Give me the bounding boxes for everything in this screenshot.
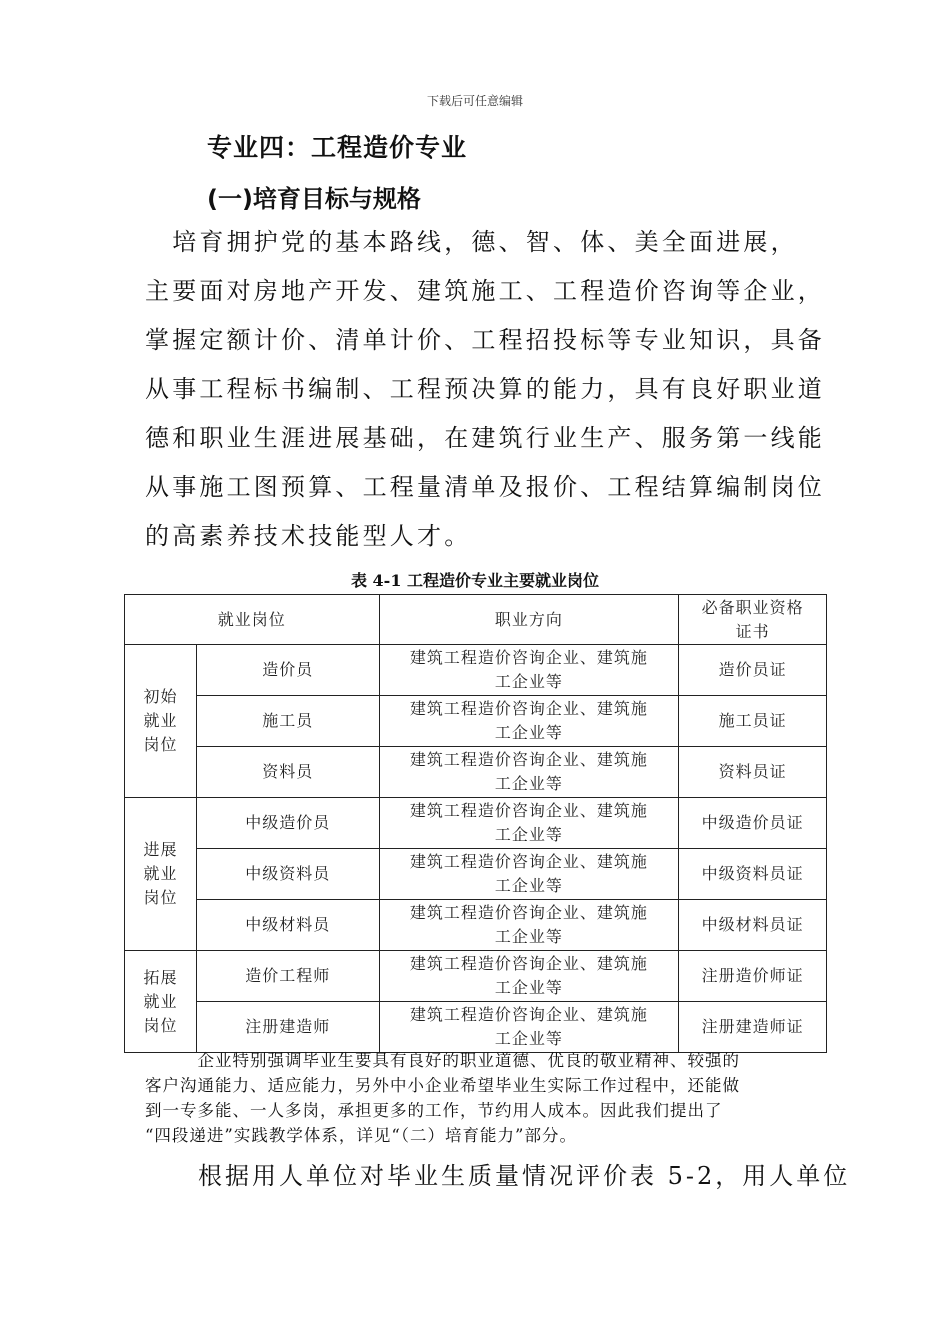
direction-line: 工企业等 [494, 1029, 563, 1048]
table-header-row [125, 595, 827, 645]
direction-line: 工企业等 [494, 774, 563, 793]
job-cell: 施工员 [196, 696, 379, 747]
direction-line: 工企业等 [494, 672, 563, 691]
header-certificate [679, 595, 827, 645]
table-row [125, 798, 827, 849]
intro-line: 主要面对房地产开发、建筑施工、工程造价咨询等企业， [145, 277, 825, 305]
direction-line: 建筑工程造价咨询企业、建筑施 [409, 903, 648, 922]
direction-cell [379, 696, 679, 747]
direction-line: 建筑工程造价咨询企业、建筑施 [409, 1005, 648, 1024]
page-header: 下载后可任意编辑 [426, 94, 523, 108]
intro-line: 从事施工图预算、工程量清单及报价、工程结算编制岗位 [145, 473, 825, 501]
note-line: 到一专多能、一人多岗，承担更多的工作，节约用人成本。因此我们提出了 [145, 1101, 723, 1120]
jobs-table [124, 594, 827, 1053]
direction-cell [379, 849, 679, 900]
note-line: 企业特别强调毕业生要具有良好的职业道德、优良的敬业精神、较强的 [145, 1051, 740, 1070]
job-cell: 中级造价员 [196, 798, 379, 849]
table-caption: 表 4-1 工程造价专业主要就业岗位 [350, 571, 600, 590]
header-cert-line: 必备职业资格 [701, 597, 804, 617]
job-cell: 造价工程师 [196, 951, 379, 1002]
table-row [125, 645, 827, 696]
table-row [125, 1002, 827, 1053]
note-line: “四段递进”实践教学体系，详见“（二）培育能力”部分。 [145, 1126, 577, 1145]
intro-line: 培育拥护党的基本路线，德、智、体、美全面进展， [145, 228, 798, 256]
direction-line: 建筑工程造价咨询企业、建筑施 [409, 750, 648, 769]
cert-cell: 造价员证 [679, 645, 827, 696]
direction-line: 工企业等 [494, 723, 563, 742]
direction-line: 工企业等 [494, 825, 563, 844]
direction-line: 工企业等 [494, 927, 563, 946]
cert-cell: 注册造价师证 [679, 951, 827, 1002]
group-label-line: 就业 [143, 711, 178, 730]
direction-cell [379, 747, 679, 798]
group-label-line: 岗位 [143, 1015, 178, 1035]
group-label [125, 645, 197, 798]
note-line: 客户沟通能力、适应能力，另外中小企业希望毕业生实际工作过程中，还能做 [145, 1076, 740, 1095]
table-row [125, 747, 827, 798]
direction-line: 工企业等 [494, 978, 563, 997]
section-title: 专业四：工程造价专业 [207, 133, 468, 162]
intro-line: 从事工程标书编制、工程预决算的能力，具有良好职业道 [145, 375, 825, 403]
table-row [125, 900, 827, 951]
direction-cell [379, 900, 679, 951]
job-cell: 造价员 [196, 645, 379, 696]
direction-line: 建筑工程造价咨询企业、建筑施 [409, 699, 648, 718]
cert-cell: 中级造价员证 [679, 798, 827, 849]
cert-cell: 资料员证 [679, 747, 827, 798]
job-cell: 中级材料员 [196, 900, 379, 951]
direction-cell [379, 645, 679, 696]
intro-line: 的高素养技术技能型人才。 [145, 522, 472, 550]
intro-line: 德和职业生涯进展基础，在建筑行业生产、服务第一线能 [145, 424, 825, 452]
header-position: 就业岗位 [125, 595, 380, 645]
cert-cell: 中级材料员证 [679, 900, 827, 951]
direction-line: 建筑工程造价咨询企业、建筑施 [409, 801, 648, 820]
intro-paragraph [145, 218, 825, 561]
direction-line: 工企业等 [494, 876, 563, 895]
group-label-line: 拓展 [143, 967, 178, 987]
cert-cell: 注册建造师证 [679, 1002, 827, 1053]
table-row [125, 849, 827, 900]
group-label-line: 进展 [143, 840, 178, 859]
job-cell: 注册建造师 [196, 1002, 379, 1053]
header-cert-line: 证书 [735, 621, 770, 641]
direction-cell [379, 1002, 679, 1053]
group-label-line: 岗位 [143, 888, 178, 907]
direction-line: 建筑工程造价咨询企业、建筑施 [409, 954, 648, 973]
job-cell: 资料员 [196, 747, 379, 798]
direction-line: 建筑工程造价咨询企业、建筑施 [409, 648, 648, 667]
group-label-line: 初始 [143, 687, 178, 706]
direction-cell [379, 798, 679, 849]
direction-line: 建筑工程造价咨询企业、建筑施 [409, 852, 648, 871]
group-label-line: 就业 [143, 991, 178, 1011]
group-label [125, 951, 197, 1053]
table-row [125, 951, 827, 1002]
header-direction: 职业方向 [379, 595, 679, 645]
group-label-line: 岗位 [143, 735, 178, 754]
cert-cell: 中级资料员证 [679, 849, 827, 900]
closing-line: 根据用人单位对毕业生质量情况评价表 5-2，用人单位 [198, 1162, 851, 1190]
direction-cell [379, 951, 679, 1002]
group-label [125, 798, 197, 951]
note-paragraph [145, 1048, 813, 1148]
group-label-line: 就业 [143, 864, 178, 883]
job-cell: 中级资料员 [196, 849, 379, 900]
intro-line: 掌握定额计价、清单计价、工程招投标等专业知识，具备 [145, 326, 825, 354]
cert-cell: 施工员证 [679, 696, 827, 747]
subsection-title: (一)培育目标与规格 [207, 185, 421, 213]
table-row [125, 696, 827, 747]
